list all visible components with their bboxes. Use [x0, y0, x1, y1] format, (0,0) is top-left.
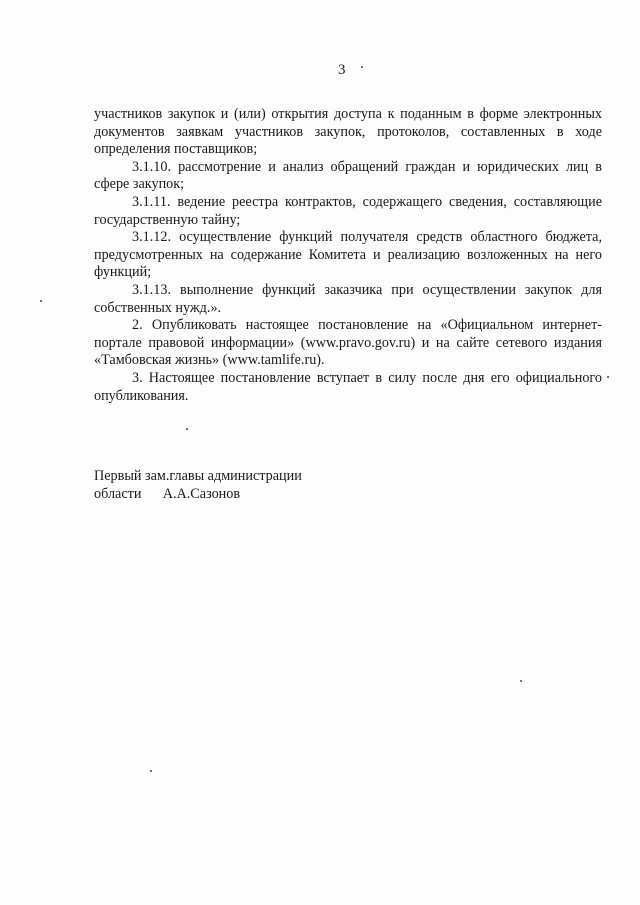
document-body — [94, 106, 602, 405]
paragraph-3-1-11: 3.1.11. ведение реестра контрактов, содержащего сведения, составляющие государственную тайну; — [94, 193, 602, 228]
paragraph-2-publish: 2. Опубликовать настоящее постановление на «Официальном интернет-портале правовой информации» (www.pravo.gov.ru) и на сайте сетевого издания «Тамбовская жизнь» (www.tamlife.ru). — [94, 317, 602, 369]
signature-block — [94, 468, 302, 503]
page-number: 3 — [338, 62, 346, 78]
paragraph-3-effective: 3. Настоящее постановление вступает в силу после дня его официального опубликования. — [94, 369, 602, 404]
paragraph-continuation: участников закупок и (или) открытия доступа к поданным в форме электронных документов заявкам участников закупок, протоколов, составленных в ходе определения поставщиков; — [94, 106, 602, 158]
scan-speck — [520, 680, 522, 682]
signatory-name: А.А.Сазонов — [162, 485, 241, 502]
paragraph-3-1-10: 3.1.10. рассмотрение и анализ обращений граждан и юридических лиц в сфере закупок; — [94, 158, 602, 193]
scan-speck — [186, 428, 188, 430]
signatory-position: Первый зам.главы администрации — [94, 468, 302, 484]
paragraph-3-1-12: 3.1.12. осуществление функций получателя средств областного бюджета, предусмотренных на содержание Комитета и реализацию возложенных на него функций; — [94, 229, 602, 281]
paragraph-3-1-13: 3.1.13. выполнение функций заказчика при осуществлении закупок для собственных нужд.». — [94, 281, 602, 316]
signatory-region: области — [94, 485, 142, 502]
signatory-line — [94, 486, 302, 504]
scan-speck — [150, 770, 152, 772]
scan-speck — [361, 66, 363, 68]
scan-speck — [40, 300, 42, 302]
scan-speck — [607, 376, 609, 378]
